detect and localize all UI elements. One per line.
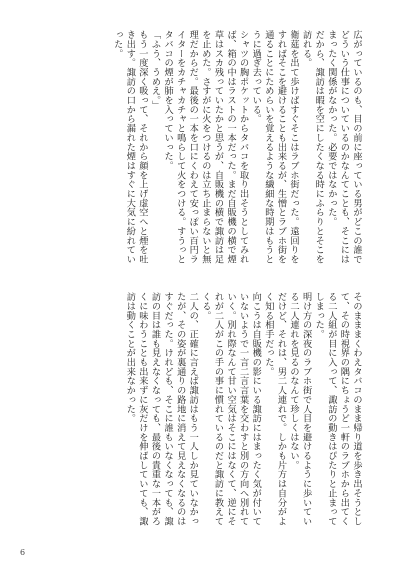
paragraph: そのまままくわえタバコのまま帰り道を歩き出そうとして、その時視界の隅にちょうど一軒のラブホから出てくる二人組が目に入って、諏訪の動きはぴたりと止まってしまった。 bbox=[313, 292, 362, 526]
paragraph: 衛莚を出て歩けばすぐそこはラブホ街だった。遠回りをすればそこを避けることも出来るが、生憎とラブホ街を通ることにためらいを覚えるような繊細な時期はもうとうに過ぎ去っている。 bbox=[250, 30, 300, 264]
paragraph: だけど、それは、男二人連れで。しかも片方は自分がよく知る相手だった。 bbox=[262, 292, 287, 526]
paragraph: シャツの胸ポケットからタバコを取り出そうとしてみれば、箱の中はラストの一本だった。まだ自販機の横で煙草はスカ残っていたかと思うが、自販機の横で諏訪は足を止めた。さすがに火をつけるのは立ち止まらないと無理だからだ。最後の一本を口にくわえて安っぽい百円ライターをカチャカチャと鳴らして火をつける。すうっとタバコの煙が肺を入っていった。 bbox=[162, 30, 249, 264]
paragraph: 「ふう、うめえ。」 bbox=[149, 30, 161, 110]
text-block-upper bbox=[111, 30, 362, 273]
paragraph: 広がっているのも、目の前に座っている男がどこの誰でどういう仕事についているのかなんてことも、そこにはまったく関係がなかった。必要ではなかった。 bbox=[325, 30, 362, 264]
paragraph: 向こうは自販機の影にいる諏訪にはまったく気が付いていないようで一言二言言葉を交わすと別の方向へ別れていく。別れ際なんて甘い空気はそこにはなくて、逆にそれが二人がこの手の事に慣れているのだと諏訪に教えてくる。 bbox=[199, 292, 262, 526]
text-block-lower bbox=[124, 292, 362, 535]
paragraph: もう一度深く吸って、それから顔を上げ虚空へと煙を吐き出す。諏訪の口から漏れた煙はすぐに大気に紛れていった。 bbox=[111, 30, 148, 264]
paragraph: だから、諏訪は暇を空にしたくなる時にふらりとそこを訪れる。 bbox=[300, 30, 325, 264]
paragraph: 二人の、正確に言えば諏訪はもう一人しか見ていなかったが、その姿が裏通りの路地に消えて見えなくなるのはすぐだった。けれども、そこに誰もいなくなっても、諏訪の目は誰も見えなくなっても、最後の貴重な一本がろくに味わうことも出来ずに灰だけを伸ばしていても、諏訪は動くことが出来なかった。 bbox=[124, 292, 199, 526]
paragraph: 明け方の深夜のラブホ街で人目を避けるように歩いている二人連れを見るのなんて珍しくはない。 bbox=[288, 292, 312, 526]
page-number: 6 bbox=[20, 548, 26, 557]
